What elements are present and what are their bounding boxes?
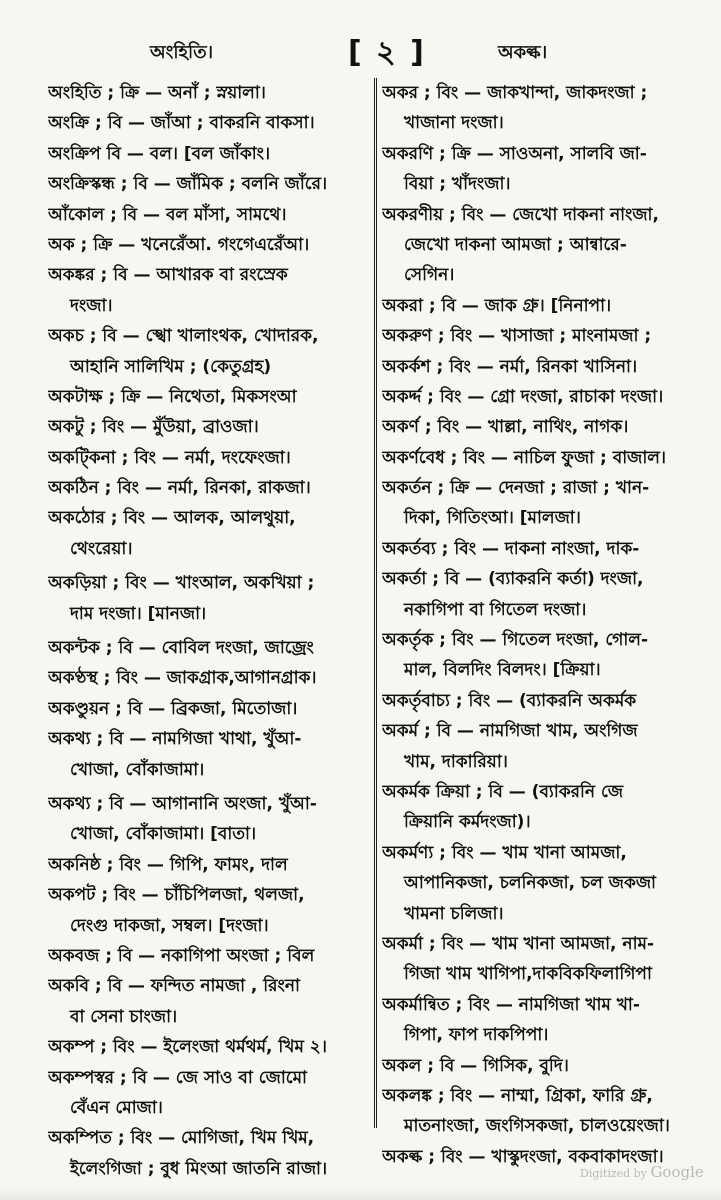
dictionary-entry-line: অকবজ ; বি — নকাগিপা অংজা ; বিল: [48, 945, 315, 966]
dictionary-entry-line: অকট্কিনা ; বিং — নর্মা, দংফেংজা।: [48, 447, 291, 468]
dictionary-entry-line: অকর্ণ ; বিং — খাল্লা, নাথিং, নাগক।: [382, 417, 629, 438]
dictionary-entry-line: অকরুণ ; বিং — খাসাজা ; মাংনামজা ;: [382, 326, 652, 347]
dictionary-entry-line: অকর্তৃবাচ্য ; বিং — (ব্যাকরনি অকর্মক: [382, 690, 637, 711]
dictionary-entry-line: বেঁএন মোজা।: [70, 1097, 163, 1118]
dictionary-entry-line: দেংগু দাকজা, সম্বল। [দংজা।: [70, 915, 269, 936]
dictionary-entry-line: খোজা, বোঁকাজামা।: [70, 759, 205, 780]
dictionary-entry-line: অকল ; বি — গিসিক, বুদি।: [382, 1055, 569, 1076]
page-header: [40, 30, 681, 70]
dictionary-entry-line: অকর্মান্বিত ; বিং — নামগিজা খাম খা-: [382, 994, 640, 1015]
dictionary-entry-line: অকর্তৃক ; বিং — গিতেল দংজা, গোল-: [382, 630, 649, 651]
dictionary-entry-line: অকন্টক ; বি — বোবিল দংজা, জাজ্রেং: [48, 638, 314, 659]
dictionary-entry-line: বা সেনা চাংজা।: [70, 1006, 178, 1027]
dictionary-entry-line: অকম্প ; বিং — ইলেংজা থর্মথর্ম, খিম ২।: [48, 1037, 327, 1058]
dictionary-entry-line: ক্রিয়ানি কর্মদংজা)।: [404, 812, 531, 833]
dictionary-entry-line: অকঙ্কর ; বি — আখারক বা রংস্রেক: [48, 265, 288, 286]
dictionary-entry-line: অকর্কশ ; বিং — নর্মা, রিনকা খাসিনা।: [382, 356, 638, 377]
dictionary-entry-line: গিপা, ফাপ দাকপিপা।: [404, 1025, 549, 1046]
dictionary-entry-line: সেগিন।: [404, 265, 455, 286]
dictionary-entry-line: অংক্রিপ বি — বল। [বল জাঁকাং।: [48, 143, 271, 164]
dictionary-entry-line: অকর্মক ক্রিয়া ; বি — (ব্যাকরনি জে: [382, 781, 624, 802]
dictionary-entry-line: অকচ ; বি — স্খো খালাংথক, খোদারক,: [48, 326, 319, 347]
dictionary-entry-line: অকণ্ঠস্থ ; বিং — জাকগ্রাক,আগানগ্রাক।: [48, 668, 317, 689]
dictionary-entry-line: অকল্ক ; বিং — খাস্কুদংজা, বকবাকাদংজা।: [382, 1146, 664, 1167]
header-left-guideword: অংহিতি।: [150, 42, 214, 63]
dictionary-entry-line: অকর্ম ; বি — নামগিজা খাম, অংগিজ: [382, 721, 638, 742]
page-number: [ ২ ]: [348, 35, 426, 70]
dictionary-entry-line: অকম্পিত ; বিং — মোগিজা, খিম খিম,: [48, 1128, 315, 1149]
dictionary-entry-line: অক ; ক্রি — খনেরেঁআ. গংগেএরেঁআ।: [48, 234, 310, 255]
dictionary-entry-line: খামনা চলিজা।: [404, 903, 504, 924]
dictionary-entry-line: অকঠিন ; বিং — নর্মা, রিনকা, রাকজা।: [48, 478, 311, 499]
google-logo: Google: [650, 1163, 704, 1181]
dictionary-entry-line: দাম দংজা। [মানজা।: [70, 603, 207, 624]
dictionary-entry-line: অকর্মা ; বিং — খাম খানা আমজা, নাম-: [382, 933, 654, 954]
dictionary-entry-line: আপানিকজা, চলনিকজা, চল জকজা: [404, 873, 656, 894]
dictionary-entry-line: অকরা ; বি — জাক গ্রু। [নিনাপা।: [382, 295, 612, 316]
left-column: [48, 78, 374, 1184]
dictionary-entry-line: অকথ্য ; বি — আগানানি অংজা, খুঁআ-: [48, 793, 317, 814]
page-bottom-edge: [0, 1185, 721, 1200]
dictionary-entry-line: অকর্তব্য ; বিং — দাকনা নাংজা, দাক-: [382, 538, 640, 559]
dictionary-entry-line: অকলঙ্ক ; বিং — নাম্মা, গ্রিকা, ফারি গ্রু,: [382, 1085, 653, 1106]
dictionary-entry-line: খোজা, বোঁকাজামা। [বাতা।: [70, 824, 257, 845]
dictionary-entry-line: খাজানা দংজা।: [404, 113, 504, 134]
dictionary-entry-line: অকথ্য ; বি — নামগিজা খাথা, খুঁআ-: [48, 729, 302, 750]
dictionary-entry-line: অকর্তন ; ক্রি — দেনজা ; রাজা ; খান-: [382, 478, 650, 499]
column-divider: [374, 78, 377, 1128]
dictionary-entry-line: অংক্রি ; বি — জাঁআ ; বাকরনি বাকসা।: [48, 113, 315, 134]
dictionary-entry-line: অকটাক্ষ ; ক্রি — নিথেতা, মিকসংআ: [48, 386, 297, 407]
dictionary-entry-line: অকর ; বিং — জাকখান্দা, জাকদংজা ;: [382, 83, 648, 103]
dictionary-entry-line: অকরণীয় ; বিং — জেখো দাকনা নাংজা,: [382, 204, 659, 225]
dictionary-entry-line: নকাগিপা বা গিতেল দংজা।: [404, 599, 587, 620]
dictionary-entry-line: অকর্ণবেধ ; বিং — নাচিল ফুজা ; বাজাল।: [382, 447, 667, 468]
dictionary-entry-line: অকম্পস্বর ; বি — জে সাও বা জোমো: [48, 1067, 307, 1088]
dictionary-entry-line: অকর্তা ; বি — (ব্যাকরনি কর্তা) দংজা,: [382, 569, 644, 590]
dictionary-entry-line: অকটু ; বিং — মুঁউয়া, ব্রাওজা।: [48, 417, 259, 438]
dictionary-entry-line: অকপট ; বিং — চাঁচিপিলজা, থলজা,: [48, 885, 305, 906]
dictionary-entry-line: অকবি ; বি — ফন্দিত নামজা , রিংনা: [48, 976, 300, 997]
dictionary-entry-line: আঁকোল ; বি — বল মাঁসা, সামথে।: [48, 204, 287, 225]
dictionary-entry-line: থেংরেয়া।: [70, 538, 133, 559]
dictionary-entry-line: অকনিষ্ঠ ; বিং — গিপি, ফামং, দাল: [48, 854, 288, 875]
digitized-watermark: [580, 1163, 704, 1181]
dictionary-entry-line: অংক্রিস্কন্ধ ; বি — জাঁমিক ; বলনি জাঁরে।: [48, 174, 328, 195]
dictionary-entry-line: জেখো দাকনা আমজা ; আন্বারে-: [404, 234, 627, 255]
dictionary-entry-line: দিকা, গিতিংআ। [মালজা।: [404, 508, 581, 529]
dictionary-entry-line: অকঠোর ; বিং — আলক, আলথুয়া,: [48, 508, 296, 529]
dictionary-entry-line: খাম, দাকারিয়া।: [404, 751, 508, 772]
dictionary-entry-line: অকর্দ্দ ; বিং — গ্রো দংজা, রাচাকা দংজা।: [382, 386, 664, 407]
dictionary-entry-line: অকণ্ডুয়ন ; বি — ব্রিকজা, মিতোজা।: [48, 698, 298, 719]
right-column: [382, 78, 708, 1172]
dictionary-entry-line: গিজা খাম খাগিপা,দাকবিকফিলাগিপা: [404, 964, 652, 985]
dictionary-entry-line: মাতনাংজা, জংগিসকজা, চালওয়েংজা।: [404, 1116, 670, 1137]
dictionary-entry-line: দংজা।: [70, 295, 113, 316]
dictionary-entry-line: বিয়া ; খাঁদংজা।: [404, 174, 511, 195]
watermark-prefix: Digitized by: [580, 1167, 647, 1180]
dictionary-entry-line: অকর্মণ্য ; বিং — খাম খানা আমজা,: [382, 842, 627, 863]
dictionary-entry-line: অকড়িয়া ; বিং — খাংআল, অকখিয়া ;: [48, 573, 315, 594]
dictionary-entry-line: ইলেংগিজা ; বুধ মিংআ জাতনি রাজা।: [70, 1158, 328, 1179]
header-right-guideword: অকল্ক।: [498, 42, 548, 63]
dictionary-entry-line: মাল, বিলদিং বিলদং। [ক্রিয়া।: [404, 660, 601, 681]
dictionary-entry-line: অকরণি ; ক্রি — সাওঅনা, সালবি জা-: [382, 143, 647, 164]
dictionary-entry-line: অংহিতি ; ক্রি — অনাঁ ; স্নয়ালা।: [48, 83, 266, 103]
dictionary-entry-line: আহানি সালিখিম ; (কেতুগ্রহ): [70, 356, 272, 377]
